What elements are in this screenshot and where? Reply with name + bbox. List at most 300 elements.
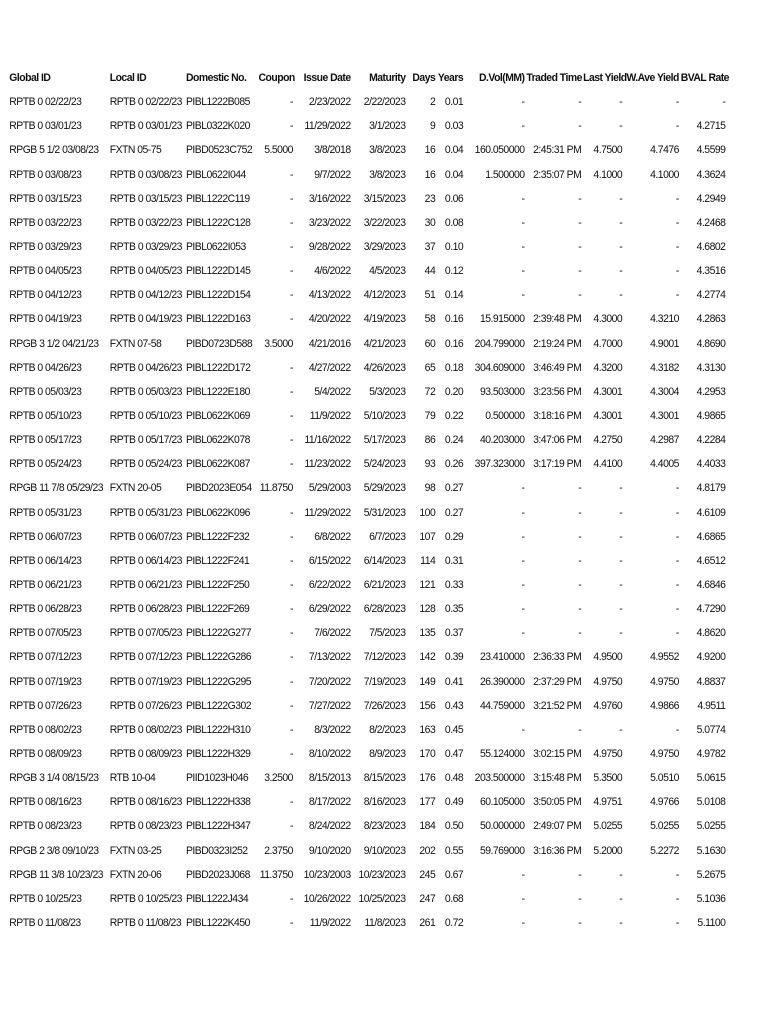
cell-last-yield: - xyxy=(619,627,623,640)
cell-issue-date: 10/26/2022 xyxy=(303,892,351,905)
cell-issue-date: 7/6/2022 xyxy=(314,627,351,640)
cell-global-id: RPTB 0 05/31/23 xyxy=(9,506,82,519)
cell-dvol: - xyxy=(521,554,525,567)
table-row xyxy=(0,694,726,718)
cell-maturity: 8/9/2023 xyxy=(369,747,406,760)
cell-years: 0.06 xyxy=(444,192,464,205)
cell-domestic-no: PIBL1222G295 xyxy=(186,675,252,688)
cell-days: 176 xyxy=(419,772,436,785)
cell-global-id: RPTB 0 07/19/23 xyxy=(9,675,82,688)
table-row xyxy=(0,790,726,814)
table-header xyxy=(0,66,729,90)
cell-last-yield: 4.9750 xyxy=(593,747,623,760)
cell-wave-yield: - xyxy=(675,530,679,543)
table-row xyxy=(0,90,726,114)
cell-years: 0.72 xyxy=(444,916,464,929)
cell-local-id: RPTB 0 10/25/23 xyxy=(109,892,182,905)
cell-issue-date: 3/16/2022 xyxy=(308,192,351,205)
cell-days: 86 xyxy=(424,434,436,447)
cell-domestic-no: PIBL1222D145 xyxy=(186,265,251,278)
cell-years: 0.20 xyxy=(444,385,464,398)
header-traded-time: Traded Time xyxy=(526,72,582,84)
cell-wave-yield: 4.7476 xyxy=(650,144,679,157)
cell-maturity: 11/8/2023 xyxy=(364,916,406,929)
cell-wave-yield: - xyxy=(675,289,679,302)
cell-global-id: RPTB 0 02/22/23 xyxy=(9,96,82,109)
cell-local-id: FXTN 20-05 xyxy=(109,482,162,495)
cell-dvol: 26.390000 xyxy=(479,675,525,688)
cell-global-id: RPTB 0 06/21/23 xyxy=(9,578,82,591)
cell-traded-time: 3:17:19 PM xyxy=(533,458,582,471)
cell-domestic-no: PIBL1222J434 xyxy=(186,892,249,905)
cell-coupon: - xyxy=(289,168,293,181)
cell-traded-time: 3:16:36 PM xyxy=(533,844,582,857)
cell-issue-date: 11/9/2022 xyxy=(309,409,351,422)
cell-maturity: 8/23/2023 xyxy=(363,820,406,833)
cell-years: 0.16 xyxy=(444,337,464,350)
cell-maturity: 3/22/2023 xyxy=(363,216,406,229)
cell-bval-rate: 4.8179 xyxy=(696,482,726,495)
cell-domestic-no: PIBD0723D588 xyxy=(186,337,253,350)
cell-years: 0.49 xyxy=(444,796,464,809)
cell-local-id: FXTN 05-75 xyxy=(109,144,162,157)
cell-maturity: 8/15/2023 xyxy=(363,772,406,785)
cell-maturity: 4/21/2023 xyxy=(363,337,406,350)
cell-traded-time: 2:45:31 PM xyxy=(533,144,582,157)
cell-local-id: RPTB 0 04/26/23 xyxy=(109,361,182,374)
cell-traded-time: - xyxy=(578,554,582,567)
cell-local-id: RPTB 0 08/09/23 xyxy=(109,747,182,760)
header-dvol: D.Vol(MM) xyxy=(479,72,525,84)
cell-dvol: 50.000000 xyxy=(479,820,525,833)
cell-global-id: RPTB 0 05/03/23 xyxy=(9,385,82,398)
cell-bval-rate: 4.2949 xyxy=(696,192,726,205)
cell-wave-yield: 4.4005 xyxy=(650,458,679,471)
cell-dvol: - xyxy=(521,192,525,205)
cell-traded-time: - xyxy=(578,216,582,229)
cell-dvol: 15.915000 xyxy=(479,313,525,326)
cell-wave-yield: 4.9750 xyxy=(650,747,679,760)
cell-maturity: 7/26/2023 xyxy=(363,699,406,712)
cell-bval-rate: 4.9865 xyxy=(696,409,726,422)
cell-maturity: 6/21/2023 xyxy=(363,578,406,591)
cell-domestic-no: PIBL0622K087 xyxy=(186,458,250,471)
cell-last-yield: - xyxy=(619,723,623,736)
cell-wave-yield: 4.9866 xyxy=(650,699,679,712)
cell-last-yield: 4.4100 xyxy=(593,458,623,471)
cell-domestic-no: PIBL1222F269 xyxy=(186,603,250,616)
cell-wave-yield: - xyxy=(675,916,679,929)
cell-traded-time: - xyxy=(578,916,582,929)
cell-years: 0.01 xyxy=(444,96,464,109)
cell-local-id: RPTB 0 08/02/23 xyxy=(109,723,182,736)
cell-coupon: 5.5000 xyxy=(264,144,293,157)
table-row xyxy=(0,645,726,669)
cell-maturity: 8/16/2023 xyxy=(363,796,406,809)
cell-domestic-no: PIBL1222C119 xyxy=(186,192,250,205)
cell-years: 0.31 xyxy=(444,554,464,567)
cell-issue-date: 11/9/2022 xyxy=(309,916,351,929)
cell-issue-date: 8/15/2013 xyxy=(308,772,351,785)
cell-maturity: 3/8/2023 xyxy=(369,144,406,157)
cell-dvol: 203.500000 xyxy=(474,772,525,785)
cell-wave-yield: 4.3210 xyxy=(650,313,679,326)
cell-traded-time: 3:46:49 PM xyxy=(533,361,582,374)
cell-bval-rate: 5.1036 xyxy=(696,892,726,905)
cell-wave-yield: - xyxy=(675,240,679,253)
cell-global-id: RPTB 0 04/19/23 xyxy=(9,313,82,326)
table-row xyxy=(0,114,726,138)
cell-bval-rate: 4.9200 xyxy=(696,651,726,664)
table-row xyxy=(0,380,726,404)
cell-wave-yield: 4.2987 xyxy=(650,434,679,447)
cell-issue-date: 8/3/2022 xyxy=(314,723,351,736)
cell-bval-rate: 4.8690 xyxy=(696,337,726,350)
cell-issue-date: 11/29/2022 xyxy=(304,120,351,133)
cell-domestic-no: PIBL0622I044 xyxy=(186,168,246,181)
cell-global-id: RPTB 0 08/09/23 xyxy=(9,747,82,760)
cell-last-yield: - xyxy=(619,603,623,616)
cell-maturity: 7/19/2023 xyxy=(363,675,406,688)
table-row xyxy=(0,476,726,500)
cell-dvol: - xyxy=(521,530,525,543)
cell-maturity: 3/1/2023 xyxy=(369,120,406,133)
cell-local-id: RPTB 0 03/22/23 xyxy=(109,216,182,229)
cell-years: 0.43 xyxy=(444,699,464,712)
cell-domestic-no: PIBL1222H310 xyxy=(186,723,251,736)
cell-last-yield: 4.9751 xyxy=(593,796,623,809)
cell-years: 0.22 xyxy=(444,409,464,422)
cell-traded-time: - xyxy=(578,892,582,905)
cell-traded-time: 3:50:05 PM xyxy=(533,796,582,809)
cell-wave-yield: 4.1000 xyxy=(650,168,679,181)
cell-traded-time: - xyxy=(578,240,582,253)
header-maturity: Maturity xyxy=(369,72,406,84)
cell-local-id: RPTB 0 05/17/23 xyxy=(109,434,182,447)
cell-years: 0.55 xyxy=(444,844,464,857)
cell-last-yield: 4.3000 xyxy=(593,313,623,326)
cell-global-id: RPGB 11 7/8 05/29/23 xyxy=(9,482,103,495)
cell-domestic-no: PIBL1222G277 xyxy=(186,627,252,640)
cell-maturity: 7/12/2023 xyxy=(363,651,406,664)
cell-days: 261 xyxy=(419,916,436,929)
cell-local-id: RPTB 0 04/05/23 xyxy=(109,265,182,278)
cell-days: 2 xyxy=(429,96,436,109)
cell-days: 202 xyxy=(419,844,436,857)
cell-years: 0.27 xyxy=(444,482,464,495)
cell-coupon: - xyxy=(289,723,293,736)
cell-maturity: 5/31/2023 xyxy=(363,506,406,519)
cell-dvol: - xyxy=(521,916,525,929)
cell-days: 135 xyxy=(419,627,436,640)
cell-wave-yield: 4.9001 xyxy=(650,337,679,350)
cell-coupon: - xyxy=(289,216,293,229)
cell-dvol: - xyxy=(521,868,525,881)
cell-last-yield: 4.9500 xyxy=(593,651,623,664)
cell-years: 0.39 xyxy=(444,651,464,664)
cell-issue-date: 7/20/2022 xyxy=(308,675,351,688)
cell-issue-date: 7/13/2022 xyxy=(308,651,351,664)
table-row xyxy=(0,573,726,597)
cell-days: 247 xyxy=(419,892,436,905)
cell-issue-date: 11/16/2022 xyxy=(304,434,351,447)
cell-coupon: - xyxy=(289,192,293,205)
table-row xyxy=(0,235,726,259)
cell-coupon: 11.8750 xyxy=(259,482,293,495)
cell-days: 60 xyxy=(424,337,436,350)
cell-last-yield: - xyxy=(619,506,623,519)
cell-global-id: RPTB 0 03/01/23 xyxy=(9,120,82,133)
cell-local-id: RPTB 0 07/12/23 xyxy=(109,651,182,664)
cell-coupon: - xyxy=(289,506,293,519)
cell-domestic-no: PIBL1222G286 xyxy=(186,651,252,664)
cell-maturity: 5/10/2023 xyxy=(363,409,406,422)
cell-traded-time: - xyxy=(578,120,582,133)
table-row xyxy=(0,428,726,452)
cell-dvol: - xyxy=(521,96,525,109)
cell-years: 0.50 xyxy=(444,820,464,833)
cell-coupon: - xyxy=(289,434,293,447)
cell-traded-time: - xyxy=(578,723,582,736)
table-row xyxy=(0,670,726,694)
cell-years: 0.04 xyxy=(444,168,464,181)
cell-traded-time: - xyxy=(578,96,582,109)
cell-bval-rate: 5.0774 xyxy=(696,723,726,736)
cell-domestic-no: PIBL1222H347 xyxy=(186,820,251,833)
cell-coupon: - xyxy=(289,265,293,278)
cell-bval-rate: 4.7290 xyxy=(696,603,726,616)
cell-bval-rate: 4.8620 xyxy=(696,627,726,640)
cell-maturity: 6/14/2023 xyxy=(363,554,406,567)
cell-local-id: FXTN 03-25 xyxy=(109,844,162,857)
cell-coupon: - xyxy=(289,796,293,809)
cell-coupon: 11.3750 xyxy=(259,868,293,881)
cell-global-id: RPTB 0 08/23/23 xyxy=(9,820,82,833)
cell-bval-rate: 4.2468 xyxy=(696,216,726,229)
table-row xyxy=(0,187,726,211)
cell-dvol: - xyxy=(521,506,525,519)
header-years: Years xyxy=(437,72,464,84)
cell-last-yield: 5.0255 xyxy=(593,820,623,833)
cell-last-yield: - xyxy=(619,192,623,205)
cell-years: 0.16 xyxy=(444,313,464,326)
cell-last-yield: 4.3200 xyxy=(593,361,623,374)
cell-dvol: - xyxy=(521,482,525,495)
cell-bval-rate: 4.8837 xyxy=(696,675,726,688)
bond-rates-table xyxy=(0,66,729,935)
cell-dvol: - xyxy=(521,289,525,302)
cell-traded-time: 3:23:56 PM xyxy=(533,385,582,398)
cell-issue-date: 11/23/2022 xyxy=(304,458,351,471)
cell-domestic-no: PIBL1222B085 xyxy=(186,96,250,109)
table-row xyxy=(0,283,726,307)
cell-local-id: RPTB 0 03/15/23 xyxy=(109,192,182,205)
header-wave-yield: W.Ave Yield xyxy=(626,72,679,84)
cell-years: 0.45 xyxy=(444,723,464,736)
cell-days: 93 xyxy=(424,458,436,471)
cell-local-id: RPTB 0 05/03/23 xyxy=(109,385,182,398)
header-bval-rate: BVAL Rate xyxy=(680,72,729,84)
cell-global-id: RPTB 0 03/08/23 xyxy=(9,168,82,181)
cell-global-id: RPTB 0 03/29/23 xyxy=(9,240,82,253)
cell-days: 58 xyxy=(424,313,436,326)
cell-coupon: - xyxy=(289,240,293,253)
cell-last-yield: 5.3500 xyxy=(593,772,623,785)
cell-last-yield: 4.7500 xyxy=(593,144,623,157)
cell-days: 30 xyxy=(424,216,436,229)
cell-days: 65 xyxy=(424,361,436,374)
cell-local-id: RPTB 0 04/12/23 xyxy=(109,289,182,302)
cell-maturity: 3/29/2023 xyxy=(363,240,406,253)
cell-coupon: - xyxy=(289,820,293,833)
cell-dvol: 397.323000 xyxy=(474,458,525,471)
cell-wave-yield: 4.9766 xyxy=(650,796,679,809)
cell-maturity: 4/19/2023 xyxy=(363,313,406,326)
cell-global-id: RPTB 0 05/10/23 xyxy=(9,409,82,422)
cell-wave-yield: - xyxy=(675,627,679,640)
cell-years: 0.18 xyxy=(444,361,464,374)
cell-bval-rate: 5.1100 xyxy=(697,916,726,929)
cell-local-id: RPTB 0 06/21/23 xyxy=(109,578,182,591)
cell-bval-rate: 4.2863 xyxy=(696,313,726,326)
cell-years: 0.03 xyxy=(444,120,464,133)
cell-years: 0.04 xyxy=(444,144,464,157)
cell-wave-yield: 5.0510 xyxy=(650,772,679,785)
cell-global-id: RPTB 0 06/07/23 xyxy=(9,530,82,543)
cell-domestic-no: PIBL0322K020 xyxy=(186,120,250,133)
cell-maturity: 8/2/2023 xyxy=(369,723,406,736)
cell-dvol: - xyxy=(521,578,525,591)
table-row xyxy=(0,163,726,187)
cell-days: 79 xyxy=(424,409,436,422)
cell-domestic-no: PIBL1222F241 xyxy=(186,554,250,567)
table-row xyxy=(0,356,726,380)
cell-days: 16 xyxy=(424,144,436,157)
cell-issue-date: 11/29/2022 xyxy=(304,506,351,519)
cell-global-id: RPTB 0 03/15/23 xyxy=(9,192,82,205)
cell-local-id: RPTB 0 07/05/23 xyxy=(109,627,182,640)
cell-maturity: 2/22/2023 xyxy=(363,96,406,109)
cell-issue-date: 6/8/2022 xyxy=(314,530,351,543)
cell-days: 114 xyxy=(420,554,436,567)
cell-global-id: RPTB 0 06/28/23 xyxy=(9,603,82,616)
cell-bval-rate: 4.6802 xyxy=(696,240,726,253)
cell-years: 0.48 xyxy=(444,772,464,785)
cell-days: 9 xyxy=(429,120,436,133)
cell-dvol: 204.799000 xyxy=(474,337,525,350)
cell-dvol: 55.124000 xyxy=(479,747,525,760)
cell-wave-yield: 4.9552 xyxy=(650,651,679,664)
cell-domestic-no: PIBL1222G302 xyxy=(186,699,252,712)
cell-last-yield: 4.7000 xyxy=(593,337,623,350)
cell-domestic-no: PIBL1222D172 xyxy=(186,361,251,374)
cell-bval-rate: 4.2953 xyxy=(696,385,726,398)
cell-wave-yield: - xyxy=(675,578,679,591)
cell-last-yield: - xyxy=(619,216,623,229)
cell-last-yield: - xyxy=(619,892,623,905)
cell-traded-time: - xyxy=(578,192,582,205)
cell-years: 0.08 xyxy=(444,216,464,229)
cell-last-yield: - xyxy=(619,240,623,253)
cell-traded-time: 2:37:29 PM xyxy=(533,675,582,688)
cell-maturity: 6/28/2023 xyxy=(363,603,406,616)
cell-wave-yield: - xyxy=(675,482,679,495)
cell-maturity: 4/12/2023 xyxy=(363,289,406,302)
cell-coupon: - xyxy=(289,361,293,374)
cell-coupon: - xyxy=(289,96,293,109)
cell-domestic-no: PIBL1222F232 xyxy=(186,530,250,543)
cell-coupon: - xyxy=(289,699,293,712)
cell-issue-date: 6/29/2022 xyxy=(308,603,351,616)
cell-global-id: RPTB 0 05/17/23 xyxy=(9,434,82,447)
cell-dvol: 40.203000 xyxy=(479,434,525,447)
cell-traded-time: 2:19:24 PM xyxy=(533,337,582,350)
cell-wave-yield: 4.3001 xyxy=(650,409,679,422)
cell-years: 0.29 xyxy=(444,530,464,543)
header-local-id: Local ID xyxy=(109,72,147,84)
cell-days: 142 xyxy=(419,651,436,664)
cell-domestic-no: PIBD2023E054 xyxy=(186,482,252,495)
cell-local-id: RPTB 0 04/19/23 xyxy=(109,313,182,326)
cell-maturity: 3/15/2023 xyxy=(363,192,406,205)
cell-coupon: - xyxy=(289,747,293,760)
cell-global-id: RPTB 0 07/26/23 xyxy=(9,699,82,712)
cell-dvol: 160.050000 xyxy=(474,144,525,157)
cell-issue-date: 9/28/2022 xyxy=(308,240,351,253)
cell-wave-yield: - xyxy=(675,554,679,567)
cell-local-id: RPTB 0 02/22/23 xyxy=(109,96,182,109)
cell-issue-date: 5/4/2022 xyxy=(314,385,351,398)
cell-global-id: RPTB 0 06/14/23 xyxy=(9,554,82,567)
cell-days: 121 xyxy=(419,578,436,591)
cell-bval-rate: 4.2774 xyxy=(696,289,726,302)
cell-local-id: FXTN 07-58 xyxy=(109,337,162,350)
table-row xyxy=(0,911,726,935)
cell-days: 100 xyxy=(419,506,436,519)
cell-coupon: - xyxy=(289,603,293,616)
cell-local-id: FXTN 20-06 xyxy=(109,868,162,881)
cell-domestic-no: PIBL0622K078 xyxy=(186,434,250,447)
cell-bval-rate: 4.3516 xyxy=(696,265,726,278)
cell-bval-rate: 5.0255 xyxy=(696,820,726,833)
cell-last-yield: 4.2750 xyxy=(593,434,623,447)
table-row xyxy=(0,501,726,525)
cell-local-id: RTB 10-04 xyxy=(109,772,156,785)
cell-coupon: 2.3750 xyxy=(264,844,293,857)
cell-bval-rate: 4.2715 xyxy=(696,120,726,133)
cell-bval-rate: 4.2284 xyxy=(696,434,726,447)
cell-last-yield: 4.3001 xyxy=(593,385,623,398)
cell-years: 0.27 xyxy=(444,506,464,519)
cell-domestic-no: PIBL1222F250 xyxy=(186,578,250,591)
table-row xyxy=(0,839,726,863)
cell-coupon: 3.5000 xyxy=(264,337,293,350)
cell-bval-rate: 4.3130 xyxy=(696,361,726,374)
cell-wave-yield: 4.3182 xyxy=(650,361,679,374)
cell-dvol: - xyxy=(521,723,525,736)
cell-local-id: RPTB 0 03/01/23 xyxy=(109,120,182,133)
cell-dvol: - xyxy=(521,627,525,640)
cell-issue-date: 10/23/2003 xyxy=(303,868,351,881)
cell-coupon: - xyxy=(289,916,293,929)
cell-dvol: 60.105000 xyxy=(479,796,525,809)
cell-maturity: 4/5/2023 xyxy=(369,265,406,278)
cell-years: 0.35 xyxy=(444,603,464,616)
cell-issue-date: 8/17/2022 xyxy=(308,796,351,809)
cell-coupon: - xyxy=(289,530,293,543)
table-row xyxy=(0,814,726,838)
cell-local-id: RPTB 0 05/10/23 xyxy=(109,409,182,422)
